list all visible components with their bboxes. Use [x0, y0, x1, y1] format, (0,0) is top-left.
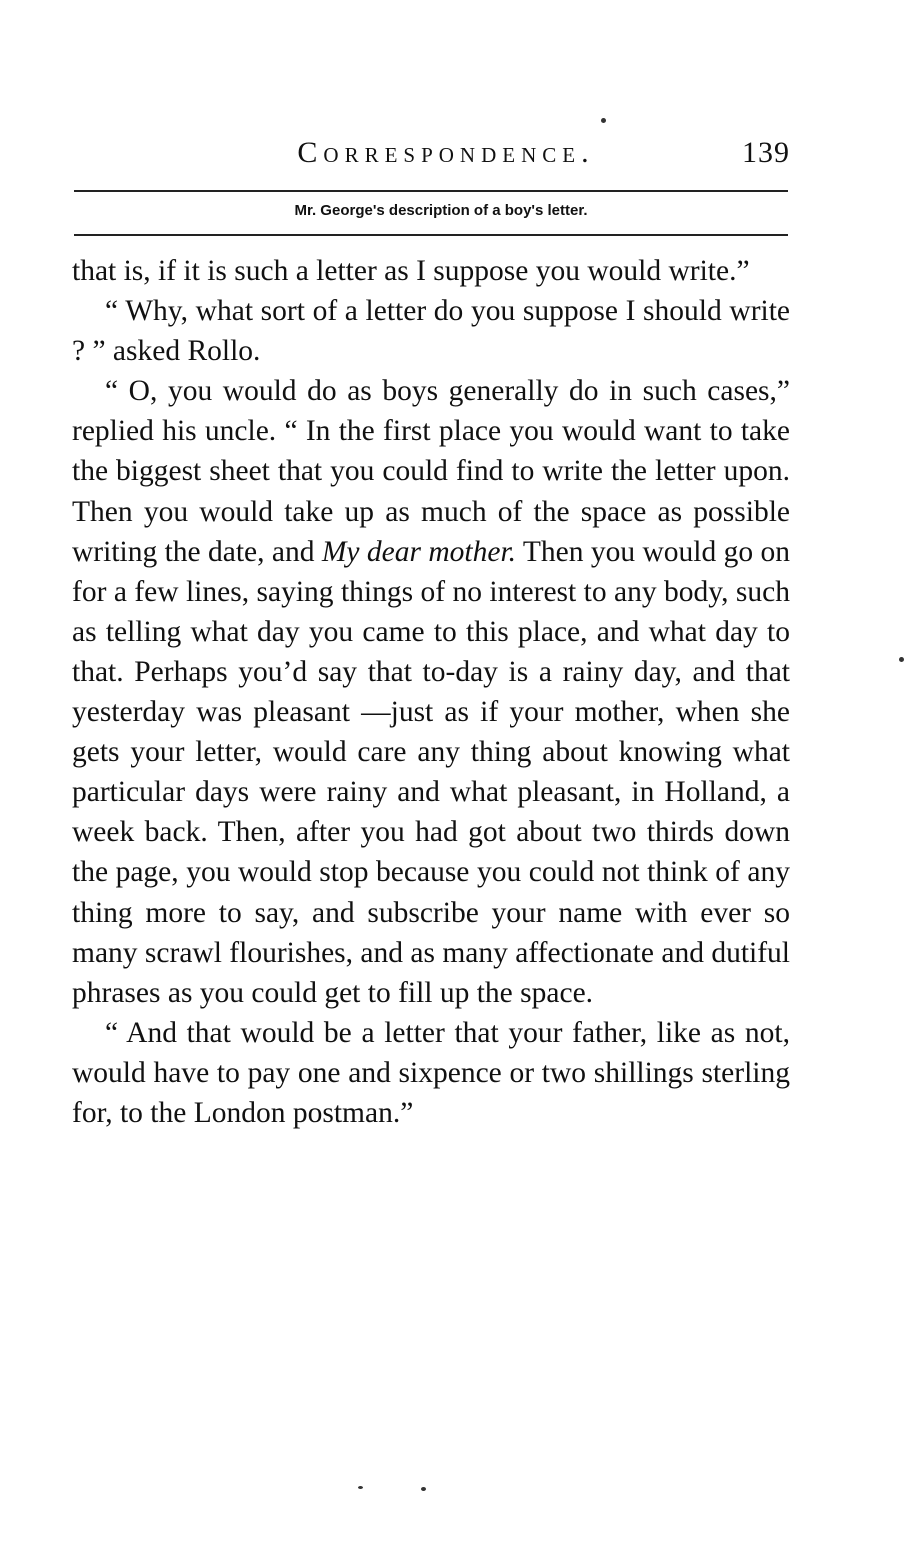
page-number: 139 [742, 136, 790, 169]
italic-salutation: My dear mother. [321, 535, 517, 568]
body-text [72, 251, 790, 1133]
paragraph-continued: that is, if it is such a letter as I suppose you would write.” [72, 255, 750, 287]
print-speck [899, 657, 904, 662]
print-speck [421, 1487, 426, 1491]
print-speck [358, 1486, 363, 1489]
paragraph-rollo-question: “ Why, what sort of a letter do you suppose I should write ? ” asked Rollo. [72, 295, 790, 368]
top-rule [74, 190, 788, 192]
bottom-rule [74, 234, 788, 236]
print-speck [601, 118, 606, 123]
paragraph-postage: “ And that would be a letter that your father, like as not, would have to pay one and sixpence or two shillings sterling for, to the London postman.” [72, 1016, 790, 1129]
chapter-title: Correspondence. [297, 136, 595, 169]
section-subheading: Mr. George's description of a boy's letter. [294, 202, 588, 219]
paragraph-uncle-reply-part2: Then you would go on for a few lines, saying things of no interest to any body, such as telling what day you came to this place, and what day to that. Perhaps you’d say that to-day is a rainy day, and that yesterday was pleasant —just as if your mother, when she gets your letter, would care any thing about knowing what particular days were rainy and what pleasant, in Holland, a week back. Then, after you had got about two thirds down the page, you would stop because you could not think of any thing more to say, and subscribe your name with ever so many scrawl flourishes, and as many affectionate and dutiful phrases as you could get to fill up the space. [72, 535, 790, 1009]
paragraph-uncle-reply [72, 371, 790, 1013]
paragraph-uncle-reply-part1: “ O, you would do as boys generally do in such cases,” replied his uncle. “ In the first place you would want to take the biggest sheet that you could find to write the letter upon. Then you would take up as much of the space as possible writing the date, and [72, 375, 790, 568]
running-head [72, 136, 790, 176]
